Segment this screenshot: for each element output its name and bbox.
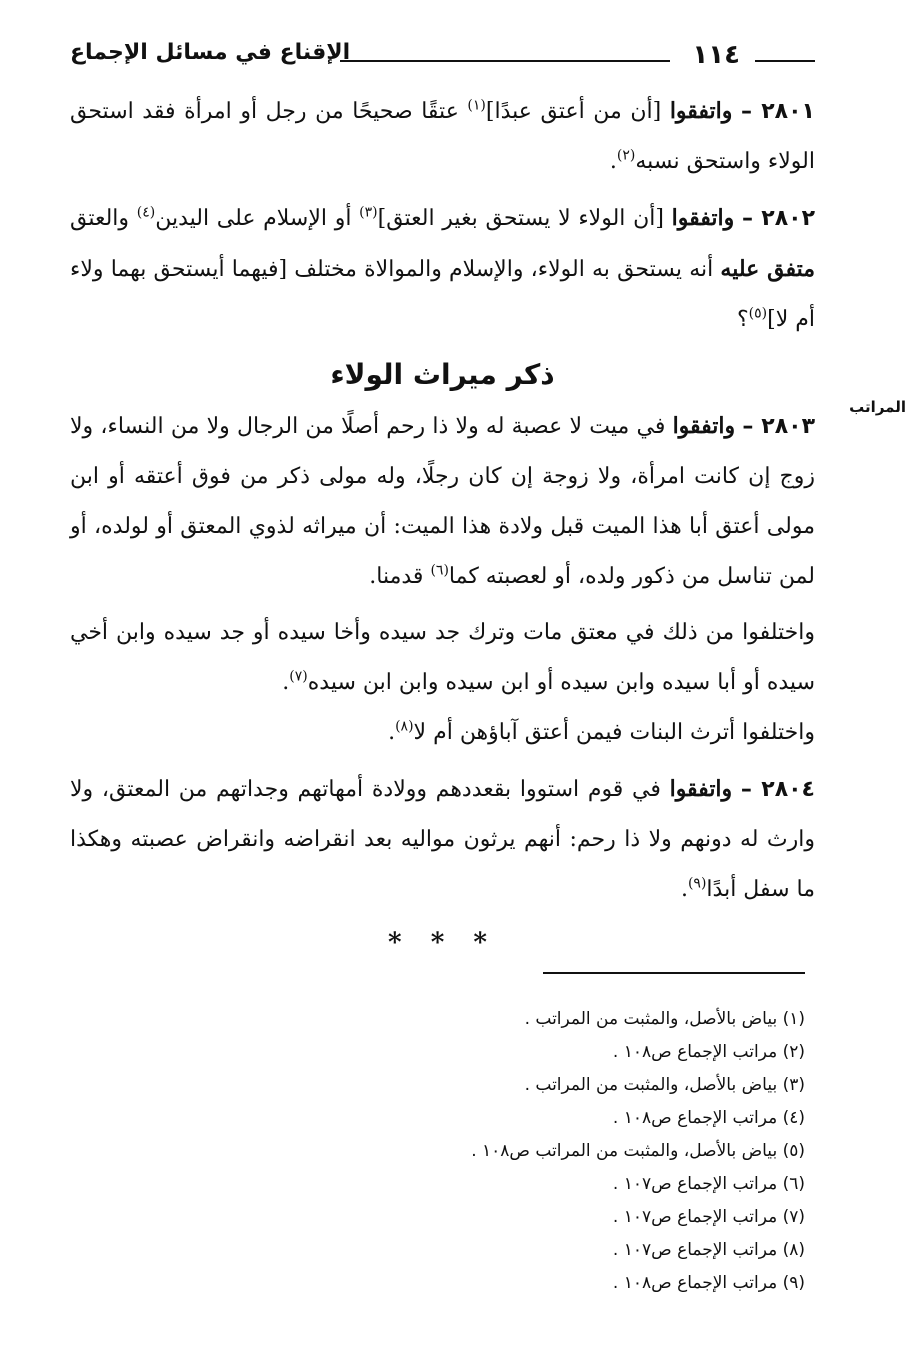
footnote-ref: (٨) xyxy=(395,718,414,735)
margin-note: المراتب xyxy=(849,398,906,416)
entry-text: والعتق xyxy=(70,206,137,231)
entry-2802 xyxy=(70,193,815,345)
entry-text: [أن من أعتق عبدًا] xyxy=(485,99,662,124)
footnote: (٢) مراتب الإجماع ص١٠٨ . xyxy=(612,1042,805,1062)
entry-text: قدمنا. xyxy=(369,564,431,589)
footnotes xyxy=(205,1003,805,1300)
entry-2801 xyxy=(70,86,815,187)
disagreement-2 xyxy=(70,708,815,758)
keyword: واتفقوا xyxy=(669,98,733,124)
footnote-ref: (٥) xyxy=(748,305,768,322)
header-rule-right xyxy=(755,60,815,62)
disagreement-1 xyxy=(70,608,815,708)
entry-text: [أن الولاء لا يستحق بغير العتق] xyxy=(377,206,664,231)
section-heading: ذكر ميراث الولاء xyxy=(330,358,555,391)
footnote-ref: (٣) xyxy=(359,204,378,221)
entry-2803 xyxy=(70,401,815,602)
entry-number: ٢٨٠٢ – xyxy=(741,206,816,231)
footnote: (١) بياض بالأصل، والمثبت من المراتب . xyxy=(524,1009,805,1029)
entry-text: ؟ xyxy=(736,307,749,332)
entry-text: في قوم استووا بقعددهم وولادة أمهاتهم وجداتهم من المعتق، ولا وارث له دونهم ولا ذا رحم: أنهم يرثون مواليه بعد انقراضه وانقراض عصبته وهكذا ما سفل أبدًا xyxy=(70,777,815,902)
entry-number: ٢٨٠١ – xyxy=(741,99,815,124)
page-header xyxy=(70,36,815,76)
entry-text: في ميت لا عصبة له ولا ذا رحم أصلًا من الرجال ولا من النساء، ولا زوج إن كانت امرأة، ولا زوجة إن كان رجلًا، وله مولى ذكر من فوق أعتقه أو ابن مولى أعتق أبا هذا الميت قبل ولادة هذا الميت: أن ميراثه لذوي المعتق أو لولده، أو لمن تناسل من ذكور ولده، أو لعصبته كما xyxy=(70,414,815,589)
footnote-ref: (٢) xyxy=(616,147,636,164)
entry-2804 xyxy=(70,764,815,915)
running-title: الإقناع في مسائل الإجماع xyxy=(70,40,351,65)
footnote: (٤) مراتب الإجماع ص١٠٨ . xyxy=(612,1108,805,1128)
keyword: واتفقوا xyxy=(672,413,736,439)
main-text xyxy=(70,86,815,963)
entry-text: . xyxy=(609,149,617,174)
footnote: (٨) مراتب الإجماع ص١٠٧ . xyxy=(612,1240,805,1260)
footnote-ref: (٤) xyxy=(136,204,156,221)
entry-text: واختلفوا أترث البنات فيمن أعتق آباؤهن أم لا xyxy=(413,720,815,745)
keyword: واتفقوا xyxy=(669,776,733,802)
footnote: (٣) بياض بالأصل، والمثبت من المراتب . xyxy=(524,1075,805,1095)
header-rule-middle xyxy=(340,60,670,62)
entry-text: . xyxy=(282,670,290,695)
entry-number: ٢٨٠٣ – xyxy=(742,414,815,439)
footnote-ref: (٦) xyxy=(430,562,449,579)
footnote-rule xyxy=(543,972,805,974)
footnote-ref: (٩) xyxy=(687,875,707,892)
entry-text: . xyxy=(388,720,396,745)
footnote-ref: (١) xyxy=(467,97,486,114)
section-separator: * * * xyxy=(388,928,497,958)
footnote: (٦) مراتب الإجماع ص١٠٧ . xyxy=(612,1174,805,1194)
footnote: (٧) مراتب الإجماع ص١٠٧ . xyxy=(612,1207,805,1227)
entry-number: ٢٨٠٤ – xyxy=(740,777,815,802)
page-number: ١١٤ xyxy=(692,40,740,70)
entry-text: أنه يستحق به الولاء، والإسلام والموالاة مختلف [فيهما أيستحق بهما ولاء أم لا] xyxy=(70,257,815,332)
entry-text: . xyxy=(680,877,688,902)
entry-text: عتقًا صحيحًا من رجل أو امرأة فقد استحق الولاء واستحق نسبه xyxy=(70,99,815,174)
keyword: واتفقوا xyxy=(671,205,735,231)
entry-text: أو الإسلام على اليدين xyxy=(155,206,360,231)
keyword: متفق عليه xyxy=(720,256,816,282)
entry-text: واختلفوا من ذلك في معتق مات وترك جد سيده وأخا سيده أو جد سيده وابن أخي سيده أو أبا سيده وابن سيده أو ابن سيده وابن ابن سيده xyxy=(70,620,815,695)
footnote: (٥) بياض بالأصل، والمثبت من المراتب ص١٠٨ . xyxy=(471,1141,805,1161)
footnote: (٩) مراتب الإجماع ص١٠٨ . xyxy=(612,1273,805,1293)
footnote-ref: (٧) xyxy=(289,668,308,685)
